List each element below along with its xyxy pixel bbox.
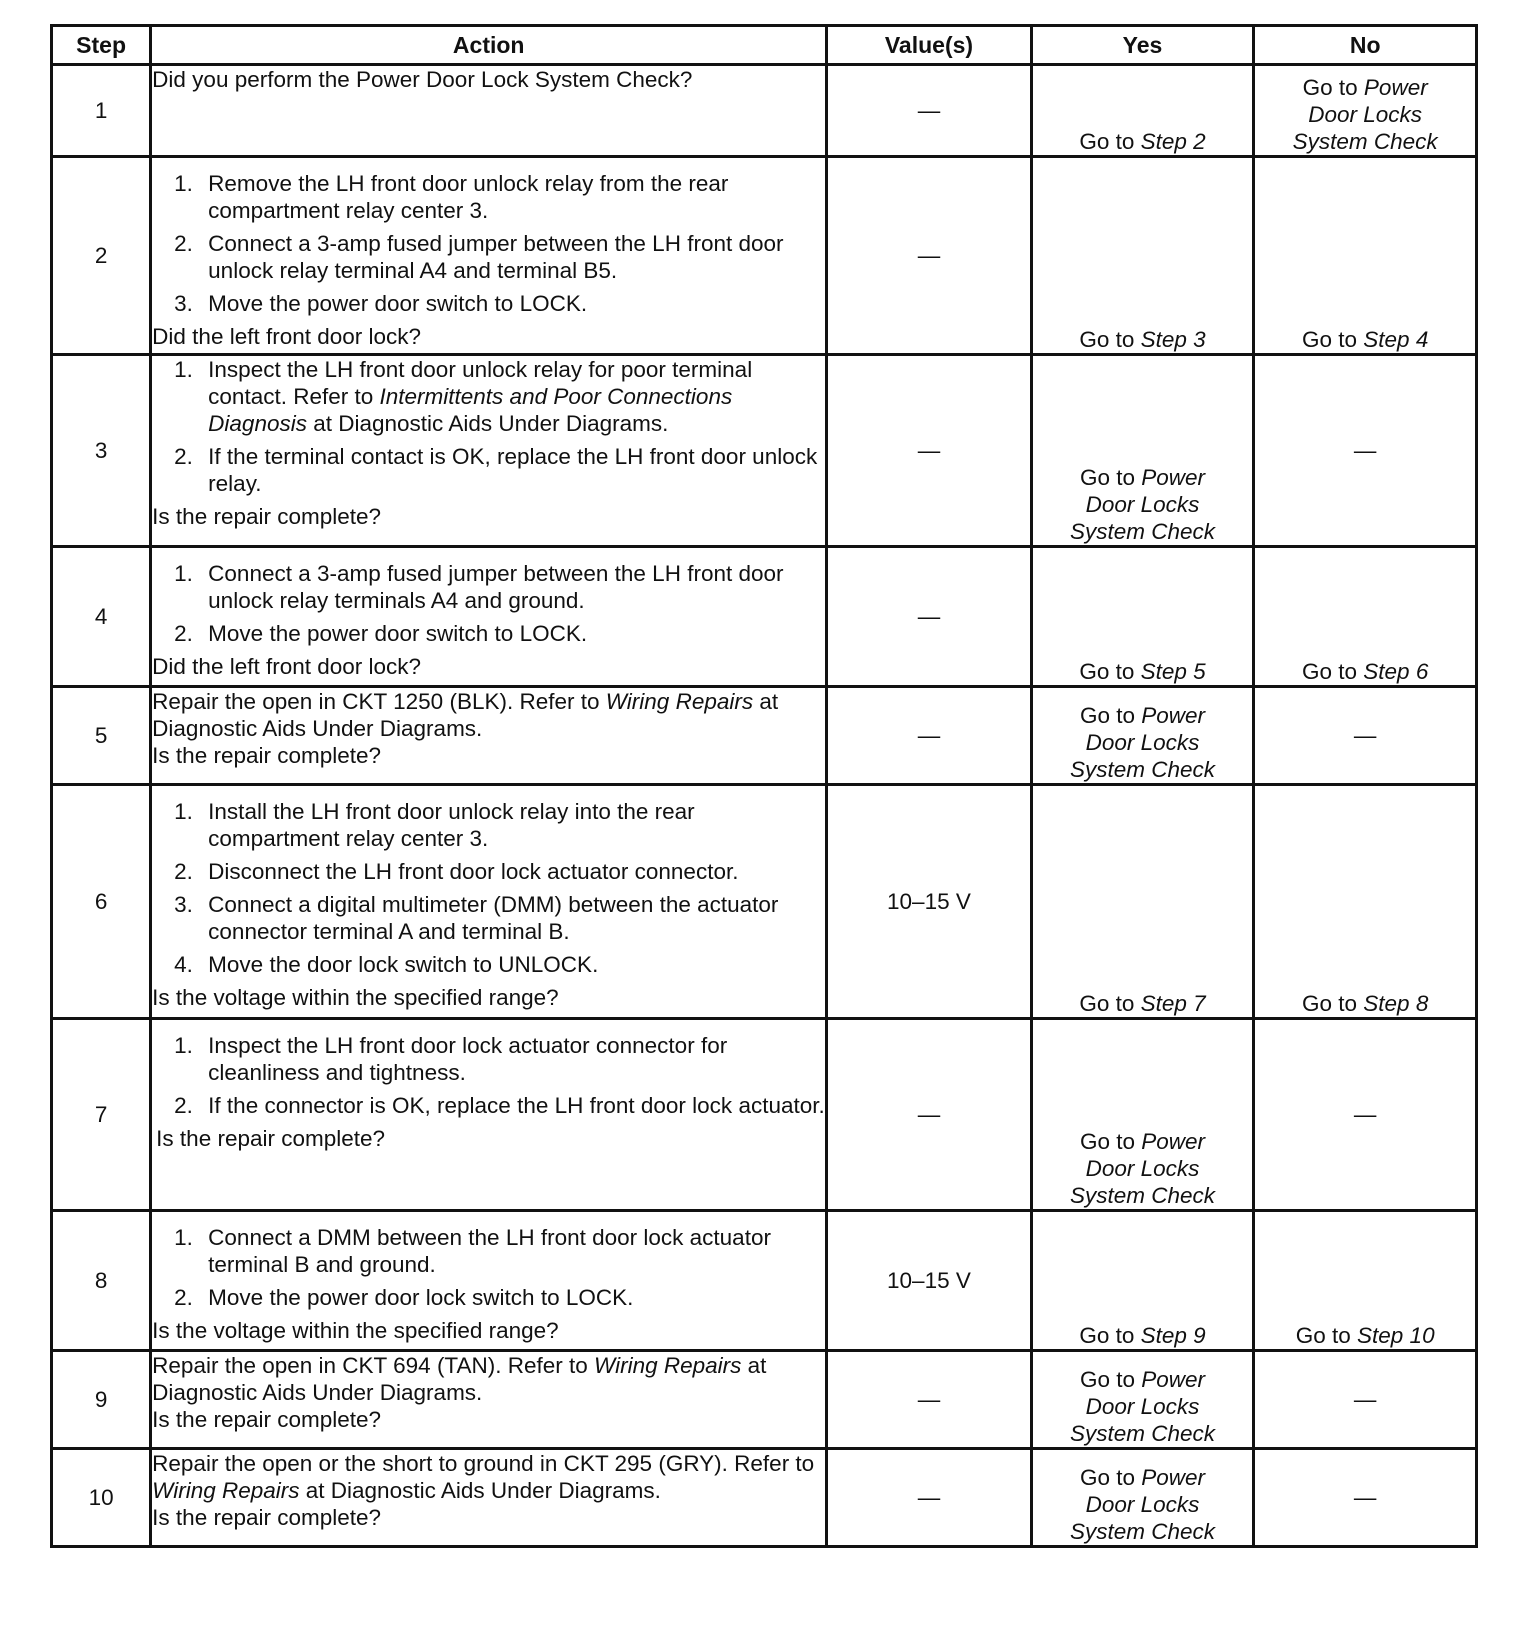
list-item: 1. Remove the LH front door unlock relay from the rear compartment relay center 3.: [174, 171, 729, 223]
yes-cell: Go to Step 2: [1031, 65, 1254, 157]
value-cell: —: [827, 1351, 1031, 1449]
table-row: [52, 1351, 1477, 1449]
header-values: Value(s): [827, 26, 1031, 65]
step-number: 7: [52, 1019, 151, 1211]
no-cell: Go to Step 8: [1254, 785, 1477, 1019]
table-row: [52, 687, 1477, 785]
action-cell: [151, 1449, 827, 1547]
action-cell: [151, 157, 827, 355]
action-list: [152, 170, 825, 317]
action-cell: [151, 687, 827, 785]
action-cell: [151, 547, 827, 687]
action-list: [152, 560, 825, 647]
value-cell: —: [827, 1019, 1031, 1211]
action-cell: [151, 355, 827, 547]
action-question: Is the voltage within the specified range?: [152, 985, 559, 1010]
action-list: [152, 356, 825, 497]
table-row: [52, 65, 1477, 157]
list-item: 2. Disconnect the LH front door lock actuator connector.: [174, 859, 739, 884]
step-number: 1: [52, 65, 151, 157]
header-step: Step: [52, 26, 151, 65]
yes-cell: Go to Step 3: [1031, 157, 1254, 355]
no-cell: —: [1254, 687, 1477, 785]
yes-cell: Go to Power Door Locks System Check: [1031, 687, 1254, 785]
yes-cell: Go to Power Door Locks System Check: [1031, 1019, 1254, 1211]
step-number: 5: [52, 687, 151, 785]
step-number: 6: [52, 785, 151, 1019]
no-cell: —: [1254, 1351, 1477, 1449]
action-question: Did the left front door lock?: [152, 324, 422, 349]
list-item: 1. Inspect the LH front door unlock relay for poor terminal contact. Refer to Intermittents and Poor Connections Diagnosis at Diagnostic Aids Under Diagrams.: [174, 357, 753, 436]
yes-cell: Go to Power Door Locks System Check: [1031, 1449, 1254, 1547]
table-row: [52, 547, 1477, 687]
action-question: Is the voltage within the specified range?: [152, 1318, 559, 1343]
value-cell: —: [827, 687, 1031, 785]
list-item: 2. Connect a 3-amp fused jumper between the LH front door unlock relay terminal A4 and terminal B5.: [174, 231, 784, 283]
header-no: No: [1254, 26, 1477, 65]
value-cell: —: [827, 547, 1031, 687]
table-row: [52, 1449, 1477, 1547]
action-question: Did the left front door lock?: [152, 654, 422, 679]
no-cell: —: [1254, 1019, 1477, 1211]
value-cell: 10–15 V: [827, 1211, 1031, 1351]
action-question: Is the repair complete?: [152, 743, 382, 768]
action-text: Repair the open in CKT 1250 (BLK). Refer to Wiring Repairs at Diagnostic Aids Under Diagrams.: [152, 689, 779, 741]
value-cell: —: [827, 65, 1031, 157]
list-item: 3. Move the power door switch to LOCK.: [174, 291, 588, 316]
no-cell: Go to Step 10: [1254, 1211, 1477, 1351]
list-item: 2. If the connector is OK, replace the LH front door lock actuator.: [174, 1093, 825, 1118]
list-item: 2. If the terminal contact is OK, replace the LH front door unlock relay.: [174, 444, 818, 496]
list-item: 4. Move the door lock switch to UNLOCK.: [174, 952, 599, 977]
yes-cell: Go to Step 9: [1031, 1211, 1254, 1351]
step-number: 4: [52, 547, 151, 687]
action-list: [152, 798, 825, 978]
yes-cell: Go to Power Door Locks System Check: [1031, 1351, 1254, 1449]
list-item: 1. Connect a DMM between the LH front door lock actuator terminal B and ground.: [174, 1225, 771, 1277]
yes-cell: Go to Power Door Locks System Check: [1031, 355, 1254, 547]
list-item: 3. Connect a digital multimeter (DMM) between the actuator connector terminal A and terminal B.: [174, 892, 779, 944]
action-cell: [151, 1351, 827, 1449]
list-item: 2. Move the power door switch to LOCK.: [174, 621, 588, 646]
diagnostic-table: [50, 24, 1478, 1548]
step-number: 8: [52, 1211, 151, 1351]
step-number: 3: [52, 355, 151, 547]
list-item: 1. Connect a 3-amp fused jumper between the LH front door unlock relay terminals A4 and ground.: [174, 561, 784, 613]
action-question: Is the repair complete?: [152, 504, 382, 529]
action-cell: [151, 1019, 827, 1211]
value-cell: 10–15 V: [827, 785, 1031, 1019]
action-text: Repair the open in CKT 694 (TAN). Refer to Wiring Repairs at Diagnostic Aids Under Diagrams.: [152, 1353, 767, 1405]
no-cell: Go to Step 4: [1254, 157, 1477, 355]
action-list: [152, 1032, 825, 1119]
no-cell: —: [1254, 355, 1477, 547]
list-item: 2. Move the power door lock switch to LOCK.: [174, 1285, 634, 1310]
step-number: 2: [52, 157, 151, 355]
step-number: 10: [52, 1449, 151, 1547]
table-header-row: [52, 26, 1477, 65]
no-cell: —: [1254, 1449, 1477, 1547]
action-text: Did you perform the Power Door Lock System Check?: [152, 67, 693, 92]
header-yes: Yes: [1031, 26, 1254, 65]
no-cell: Go to Step 6: [1254, 547, 1477, 687]
value-cell: —: [827, 1449, 1031, 1547]
action-text: Repair the open or the short to ground in CKT 295 (GRY). Refer to Wiring Repairs at Diagnostic Aids Under Diagrams.: [152, 1451, 815, 1503]
action-cell: [151, 65, 827, 157]
list-item: 1. Install the LH front door unlock relay into the rear compartment relay center 3.: [174, 799, 695, 851]
action-cell: [151, 1211, 827, 1351]
table-row: [52, 1211, 1477, 1351]
action-list: [152, 1224, 825, 1311]
table-row: [52, 157, 1477, 355]
action-question: Is the repair complete?: [156, 1126, 386, 1151]
action-cell: [151, 785, 827, 1019]
action-question: Is the repair complete?: [152, 1407, 382, 1432]
value-cell: —: [827, 157, 1031, 355]
header-action: Action: [151, 26, 827, 65]
list-item: 1. Inspect the LH front door lock actuator connector for cleanliness and tightness.: [174, 1033, 728, 1085]
yes-cell: Go to Step 7: [1031, 785, 1254, 1019]
action-question: Is the repair complete?: [152, 1505, 382, 1530]
no-cell: Go to Power Door Locks System Check: [1254, 65, 1477, 157]
table-row: [52, 355, 1477, 547]
value-cell: —: [827, 355, 1031, 547]
table-row: [52, 1019, 1477, 1211]
yes-cell: Go to Step 5: [1031, 547, 1254, 687]
step-number: 9: [52, 1351, 151, 1449]
table-row: [52, 785, 1477, 1019]
